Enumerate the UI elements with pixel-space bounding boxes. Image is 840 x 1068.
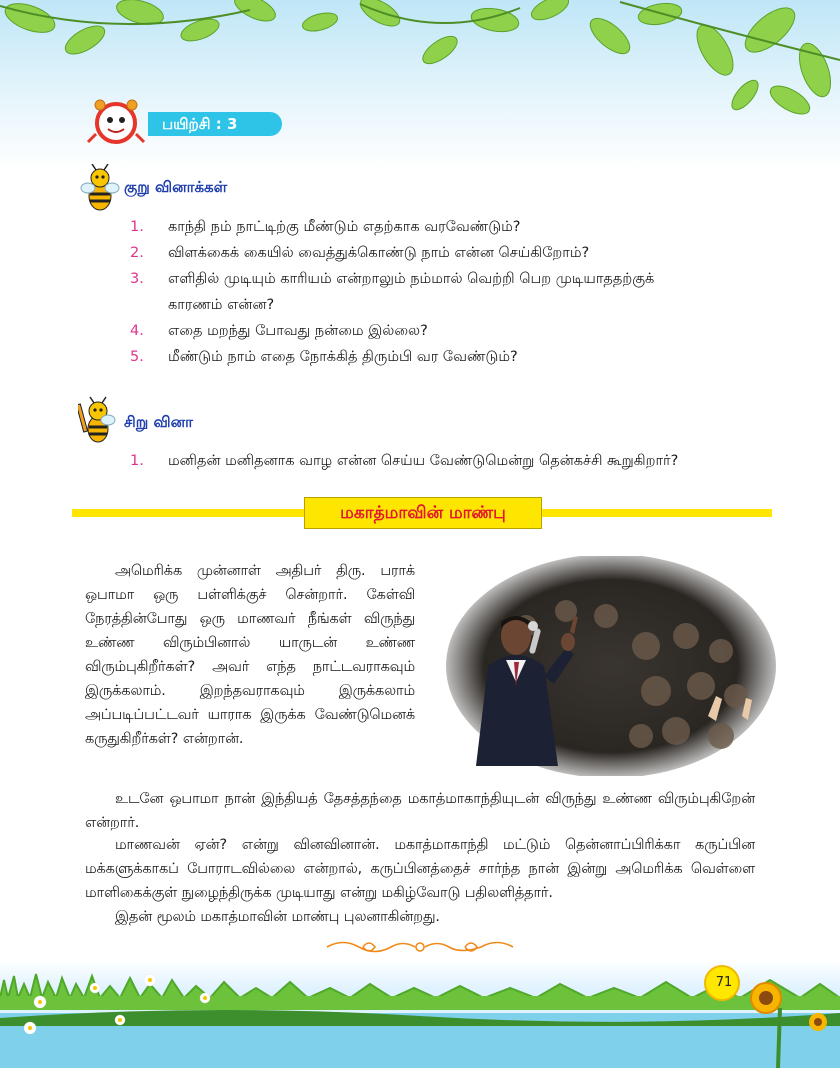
list-item	[130, 266, 790, 318]
story-title: மகாத்மாவின் மாண்பு	[340, 503, 506, 523]
question-number: 1.	[130, 219, 144, 235]
ornament-divider-icon	[323, 936, 517, 958]
list-item	[130, 240, 790, 266]
question-number: 2.	[130, 245, 144, 261]
question-text: எதை மறந்து போவது நன்மை இல்லை?	[168, 323, 428, 339]
bee-mascot-icon	[80, 164, 120, 214]
list-item	[130, 318, 790, 344]
question-text: காந்தி நம் நாட்டிற்கு மீண்டும் எதற்காக வரவேண்டும்?	[168, 219, 521, 235]
alarm-clock-mascot-icon	[86, 98, 148, 144]
list-item	[130, 344, 790, 370]
exercise-label: பயிற்சி : 3	[162, 115, 238, 133]
question-number: 4.	[130, 323, 144, 339]
question-text-continued: காரணம் என்ன?	[168, 297, 275, 313]
question-number: 3.	[130, 271, 144, 287]
list-item	[130, 448, 790, 474]
question-number: 1.	[130, 453, 144, 469]
story-paragraph-3: மாணவன் ஏன்? என்று வினவினான். மகாத்மாகாந்தி மட்டும் தென்னாப்பிரிக்கா கருப்பின மக்களுக்காகப் போராடவில்லை என்றால், கருப்பினத்தைச் சார்ந்த நான் இன்று அமெரிக்க வெள்ளை மாளிகைக்குள் நுழைந்திருக்க முடியாது என்று மகிழ்வோடு பதிலளித்தார்.	[85, 837, 755, 901]
title-box	[304, 497, 542, 529]
question-text: மனிதன் மனிதனாக வாழ என்ன செய்ய வேண்டுமென்று தென்கச்சி கூறுகிறார்?	[168, 453, 679, 469]
list-item	[130, 214, 790, 240]
story-paragraph-2: உடனே ஒபாமா நான் இந்தியத் தேசத்தந்தை மகாத்மாகாந்தியுடன் விருந்து உண்ண விரும்புகிறேன் என்றார்.	[85, 791, 755, 831]
story-paragraph-4: இதன் மூலம் மகாத்மாவின் மாண்பு புலனாகின்றது.	[115, 909, 440, 925]
question-text: எளிதில் முடியும் காரியம் என்றாலும் நம்மால் வெற்றி பெற முடியாததற்குக்	[168, 271, 655, 287]
short-questions-heading: குறு வினாக்கள்	[124, 178, 228, 196]
pencil-bee-mascot-icon	[78, 396, 118, 446]
story-title-banner	[72, 497, 772, 527]
question-text: மீண்டும் நாம் எதை நோக்கித் திரும்பி வர வேண்டும்?	[168, 349, 518, 365]
short-questions-list	[130, 214, 790, 370]
title-rule-right	[540, 509, 772, 517]
small-question-heading: சிறு வினா	[124, 413, 193, 431]
title-rule-left	[72, 509, 304, 517]
question-text: விளக்கைக் கையில் வைத்துக்கொண்டு நாம் என்ன செய்கிறோம்?	[168, 245, 590, 261]
page-number: 71	[715, 975, 733, 990]
exercise-badge	[86, 98, 282, 140]
small-question-list	[130, 448, 790, 474]
story-paragraph-1: அமெரிக்க முன்னாள் அதிபர் திரு. பராக் ஒபாமா ஒரு பள்ளிக்குச் சென்றார். கேள்வி நேரத்தின்போது ஒரு மாணவர் நீங்கள் விருந்து உண்ண விரும்பினால் யாருடன் உண்ண விரும்புகிறீர்கள்? அவர் எந்த நாட்டவராகவும் இருக்கலாம். இறந்தவராகவும் இருக்கலாம் அப்படிப்பட்டவர் யாராக இருக்க வேண்டுமெனக் கருதுகிறீர்கள்? என்றான்.	[85, 563, 415, 747]
speaker-photo	[446, 556, 776, 776]
question-number: 5.	[130, 349, 144, 365]
